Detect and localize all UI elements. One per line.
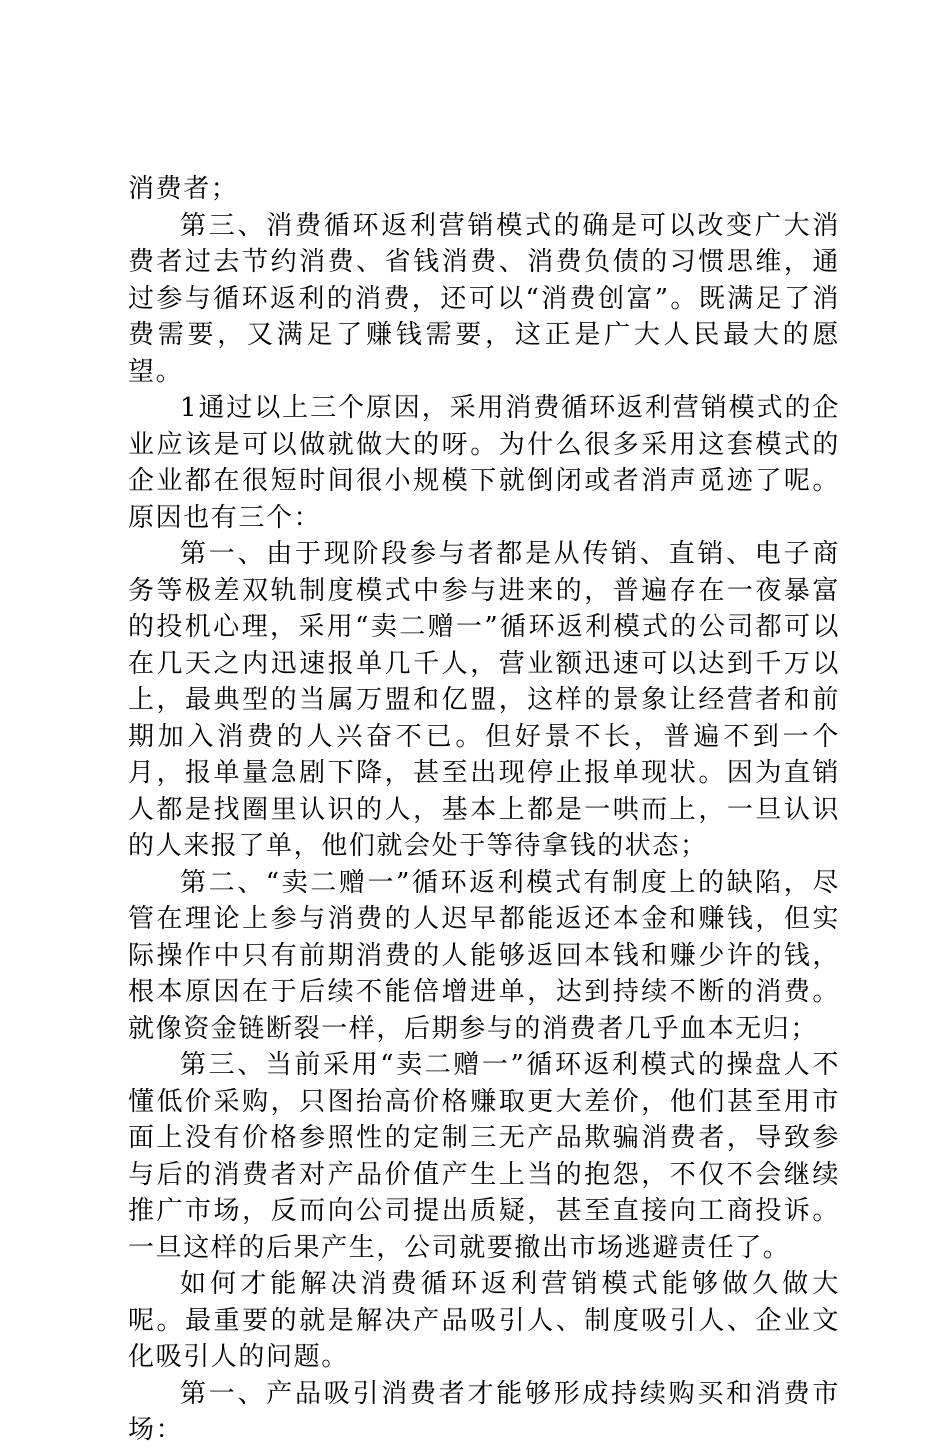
paragraph: 第三、消费循环返利营销模式的确是可以改变广大消费者过去节约消费、省钱消费、消费负债的习惯思维，通过参与循环返利的消费，还可以“消费创富”。既满足了消费需要，又满足了赚钱需要，这正是广大人民最大的愿望。 [128, 210, 840, 387]
paragraph: 如何才能解决消费循环返利营销模式能够做久做大呢。最重要的就是解决产品吸引人、制度吸引人、企业文化吸引人的问题。 [128, 1269, 840, 1372]
document-body [128, 171, 840, 1449]
paragraph: 1通过以上三个原因，采用消费循环返利营销模式的企业应该是可以做就做大的呀。为什么很多采用这套模式的企业都在很短时间很小规模下就倒闭或者消声觅迹了呢。原因也有三个： [128, 393, 840, 533]
paragraph: 消费者； [128, 174, 239, 204]
paragraph: 第一、产品吸引消费者才能够形成持续购买和消费市场： [128, 1378, 840, 1445]
paragraph: 第三、当前采用“卖二赠一”循环返利模式的操盘人不懂低价采购，只图抬高价格赚取更大差价，他们甚至用市面上没有价格参照性的定制三无产品欺骗消费者，导致参与后的消费者对产品价值产生上当的抱怨，不仅不会继续推广市场，反而向公司提出质疑，甚至直接向工商投诉。一旦这样的后果产生，公司就要撤出市场逃避责任了。 [128, 1050, 840, 1263]
paragraph: 第一、由于现阶段参与者都是从传销、直销、电子商务等极差双轨制度模式中参与进来的，普遍存在一夜暴富的投机心理，采用“卖二赠一”循环返利模式的公司都可以在几天之内迅速报单几千人，营业额迅速可以达到千万以上，最典型的当属万盟和亿盟，这样的景象让经营者和前期加入消费的人兴奋不已。但好景不长，普遍不到一个月，报单量急剧下降，甚至出现停止报单现状。因为直销人都是找圈里认识的人，基本上都是一哄而上，一旦认识的人来报了单，他们就会处于等待拿钱的状态； [128, 539, 840, 861]
paragraph: 第二、“卖二赠一”循环返利模式有制度上的缺陷，尽管在理论上参与消费的人迟早都能返还本金和赚钱，但实际操作中只有前期消费的人能够返回本钱和赚少许的钱，根本原因在于后续不能倍增进单，达到持续不断的消费。就像资金链断裂一样，后期参与的消费者几乎血本无归； [128, 867, 840, 1044]
